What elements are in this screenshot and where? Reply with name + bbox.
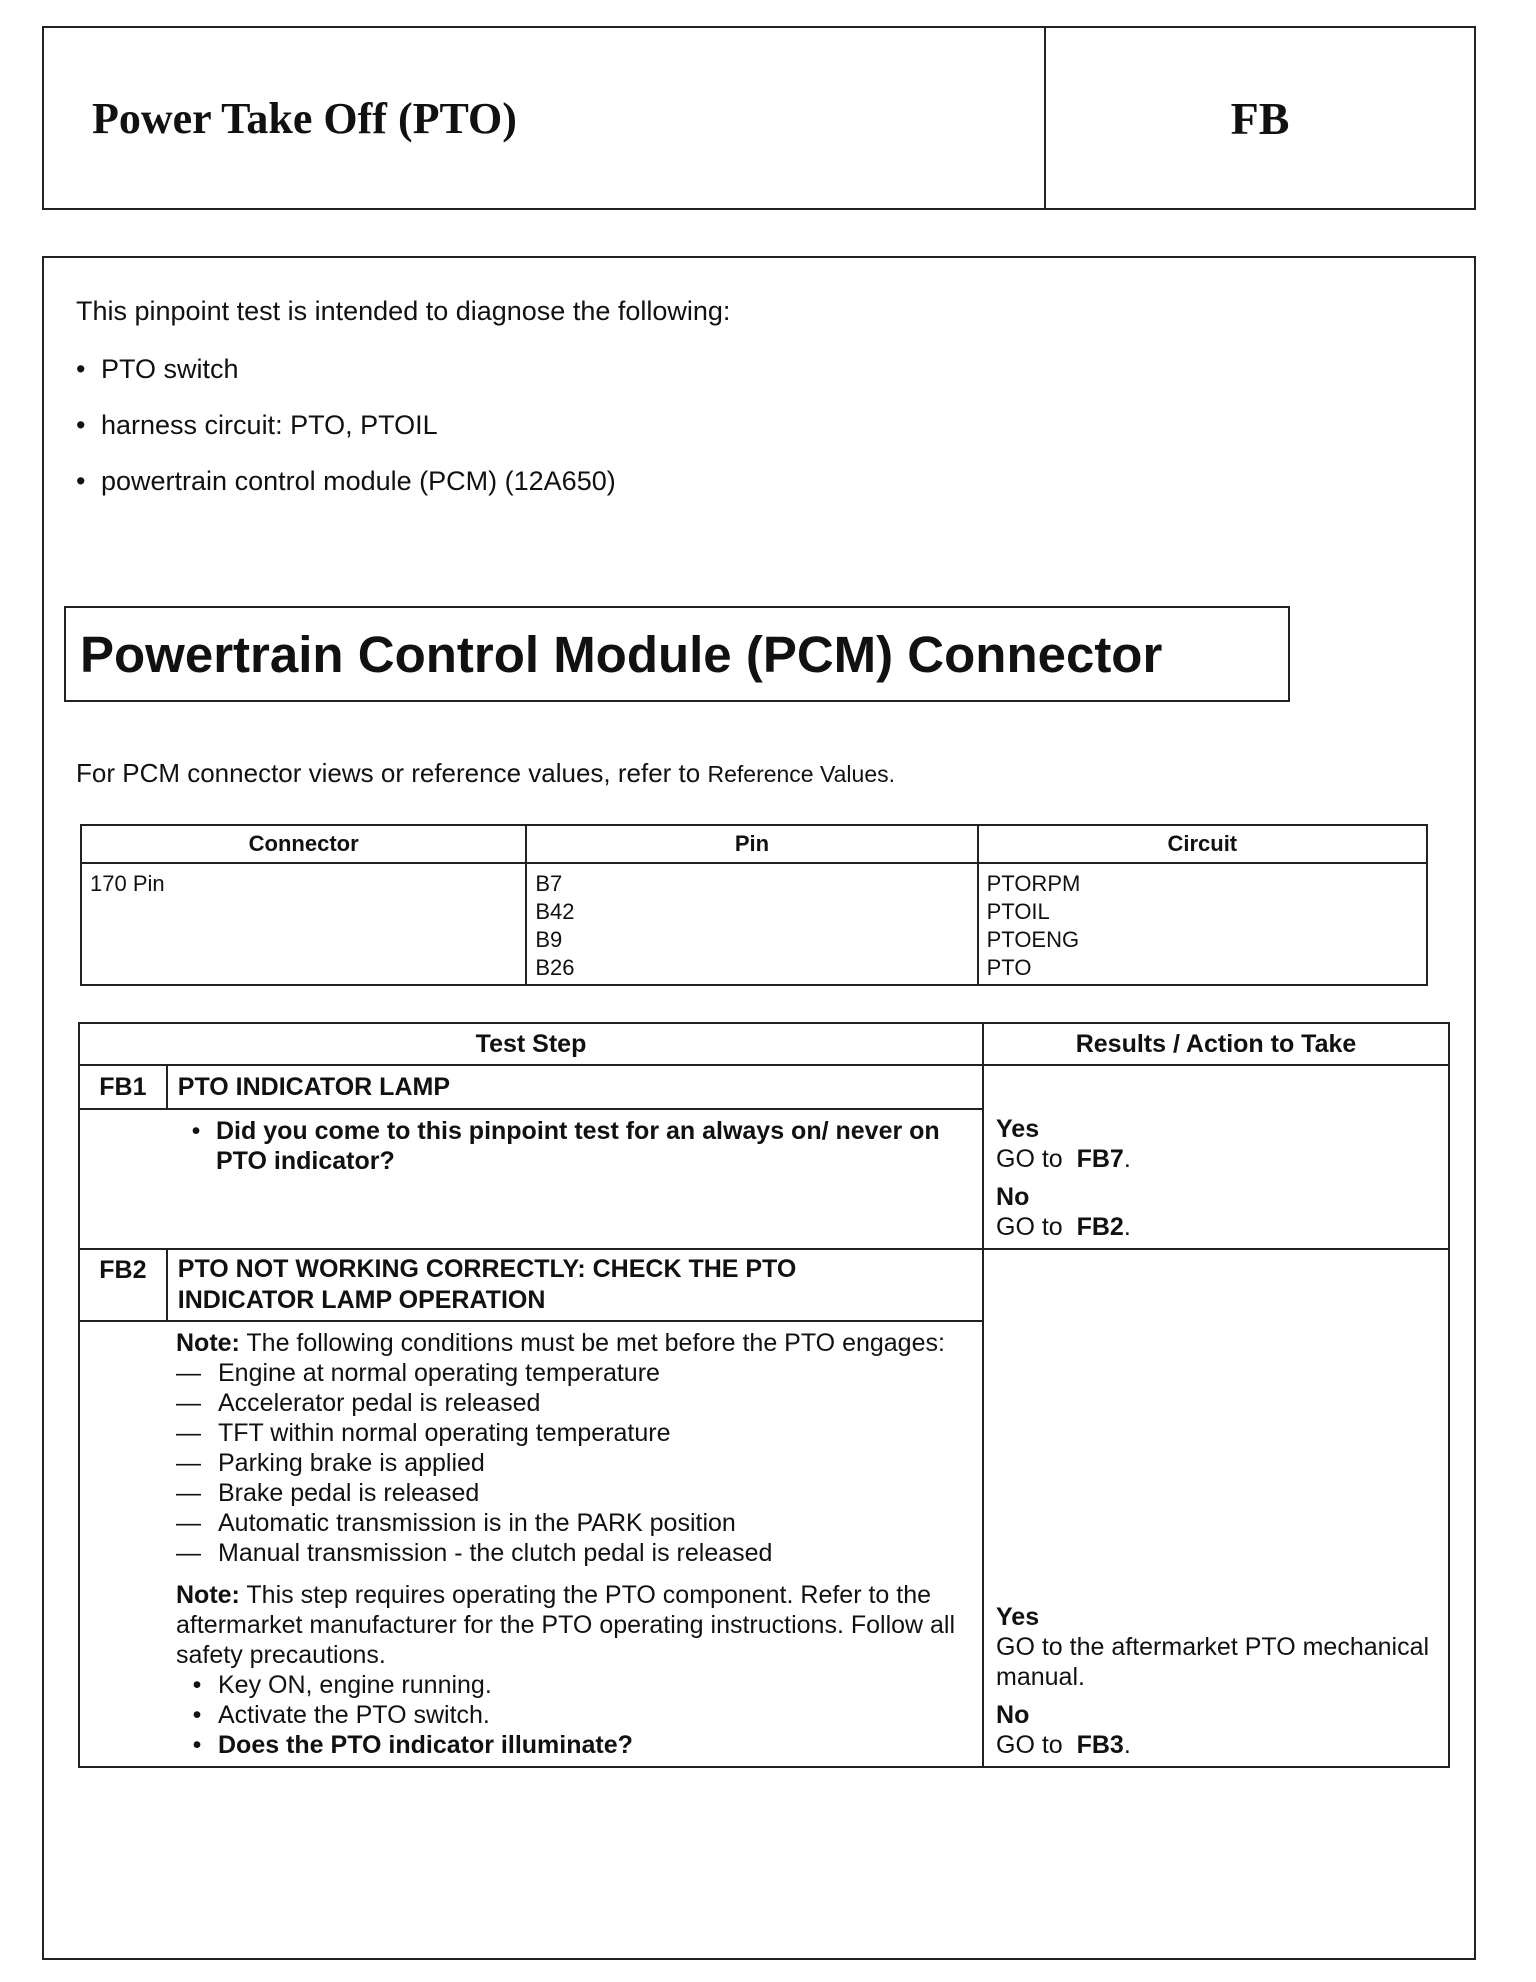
step-note: Note: This step requires operating the PTO component. Refer to the aftermarket manufacturer for the PTO operating instructions. Follow all safety precautions. <box>176 1581 956 1669</box>
intro-list-item: • PTO switch <box>76 354 239 384</box>
test-step-fb1-title-row <box>79 1065 1449 1109</box>
bullet: • <box>76 354 86 384</box>
step-action: • Key ON, engine running. <box>192 1671 492 1699</box>
intro-text: This pinpoint test is intended to diagnose the following: <box>76 296 731 326</box>
condition-item: — Brake pedal is released <box>176 1479 480 1507</box>
step-title: PTO NOT WORKING CORRECTLY: CHECK THE PTO INDICATOR LAMP OPERATION <box>167 1249 983 1321</box>
page-title: Power Take Off (PTO) <box>92 93 517 143</box>
step-body <box>79 1109 983 1249</box>
connector-cell: 170 Pin <box>81 863 526 985</box>
result-no: No GO to FB3. <box>996 1701 1131 1759</box>
header-title-cell <box>44 28 1046 208</box>
bullet: • <box>76 410 86 440</box>
step-title: PTO INDICATOR LAMP <box>167 1065 983 1109</box>
step-question: • Does the PTO indicator illuminate? <box>192 1731 633 1759</box>
section-title: Powertrain Control Module (PCM) Connector <box>80 625 1163 683</box>
condition-item: — Accelerator pedal is released <box>176 1389 541 1417</box>
column-header: Results / Action to Take <box>983 1023 1449 1065</box>
goto-fb3-link[interactable]: FB3 <box>1076 1731 1124 1759</box>
circuit-cell: PTORPM PTOIL PTOENG PTO <box>978 863 1427 985</box>
reference-values-link[interactable]: Reference Values. <box>707 761 895 787</box>
pin-cell: B7 B42 B9 B26 <box>526 863 977 985</box>
connector-table <box>80 824 1428 986</box>
intro-list-item: • harness circuit: PTO, PTOIL <box>76 410 438 440</box>
step-body <box>79 1321 983 1767</box>
result-no: No GO to FB2. <box>996 1183 1131 1241</box>
intro-list-item: • powertrain control module (PCM) (12A650) <box>76 466 616 496</box>
result-yes: Yes GO to the aftermarket PTO mechanical manual. <box>996 1603 1430 1691</box>
table-row <box>81 863 1427 985</box>
goto-fb2-link[interactable]: FB2 <box>1076 1213 1124 1241</box>
header-code-cell <box>1046 28 1474 208</box>
column-header: Connector <box>81 825 526 863</box>
condition-item: — Parking brake is applied <box>176 1449 485 1477</box>
column-header: Test Step <box>79 1023 983 1065</box>
column-header: Circuit <box>978 825 1427 863</box>
step-results <box>983 1065 1449 1249</box>
main-content <box>42 256 1476 1960</box>
condition-item: — Manual transmission - the clutch pedal is released <box>176 1539 773 1567</box>
condition-item: — Automatic transmission is in the PARK position <box>176 1509 736 1537</box>
step-note: Note: The following conditions must be met before the PTO engages: <box>176 1329 945 1357</box>
result-yes: Yes GO to FB7. <box>996 1115 1131 1173</box>
step-id: FB1 <box>79 1065 167 1109</box>
step-results <box>983 1249 1449 1767</box>
step-action: • Activate the PTO switch. <box>192 1701 490 1729</box>
goto-fb7-link[interactable]: FB7 <box>1076 1145 1124 1173</box>
test-step-table <box>78 1022 1450 1768</box>
reference-note: For PCM connector views or reference values, refer to Reference Values. <box>76 758 895 788</box>
condition-item: — TFT within normal operating temperature <box>176 1419 671 1447</box>
section-heading-box <box>64 606 1290 702</box>
condition-item: — Engine at normal operating temperature <box>176 1359 660 1387</box>
bullet: • <box>76 466 86 496</box>
page-header <box>42 26 1476 210</box>
section-code: FB <box>1230 92 1290 144</box>
step-question: • Did you come to this pinpoint test for an always on/ never on PTO indicator? <box>191 1117 940 1175</box>
step-id: FB2 <box>79 1249 167 1321</box>
column-header: Pin <box>526 825 977 863</box>
test-step-fb2-title-row <box>79 1249 1449 1321</box>
